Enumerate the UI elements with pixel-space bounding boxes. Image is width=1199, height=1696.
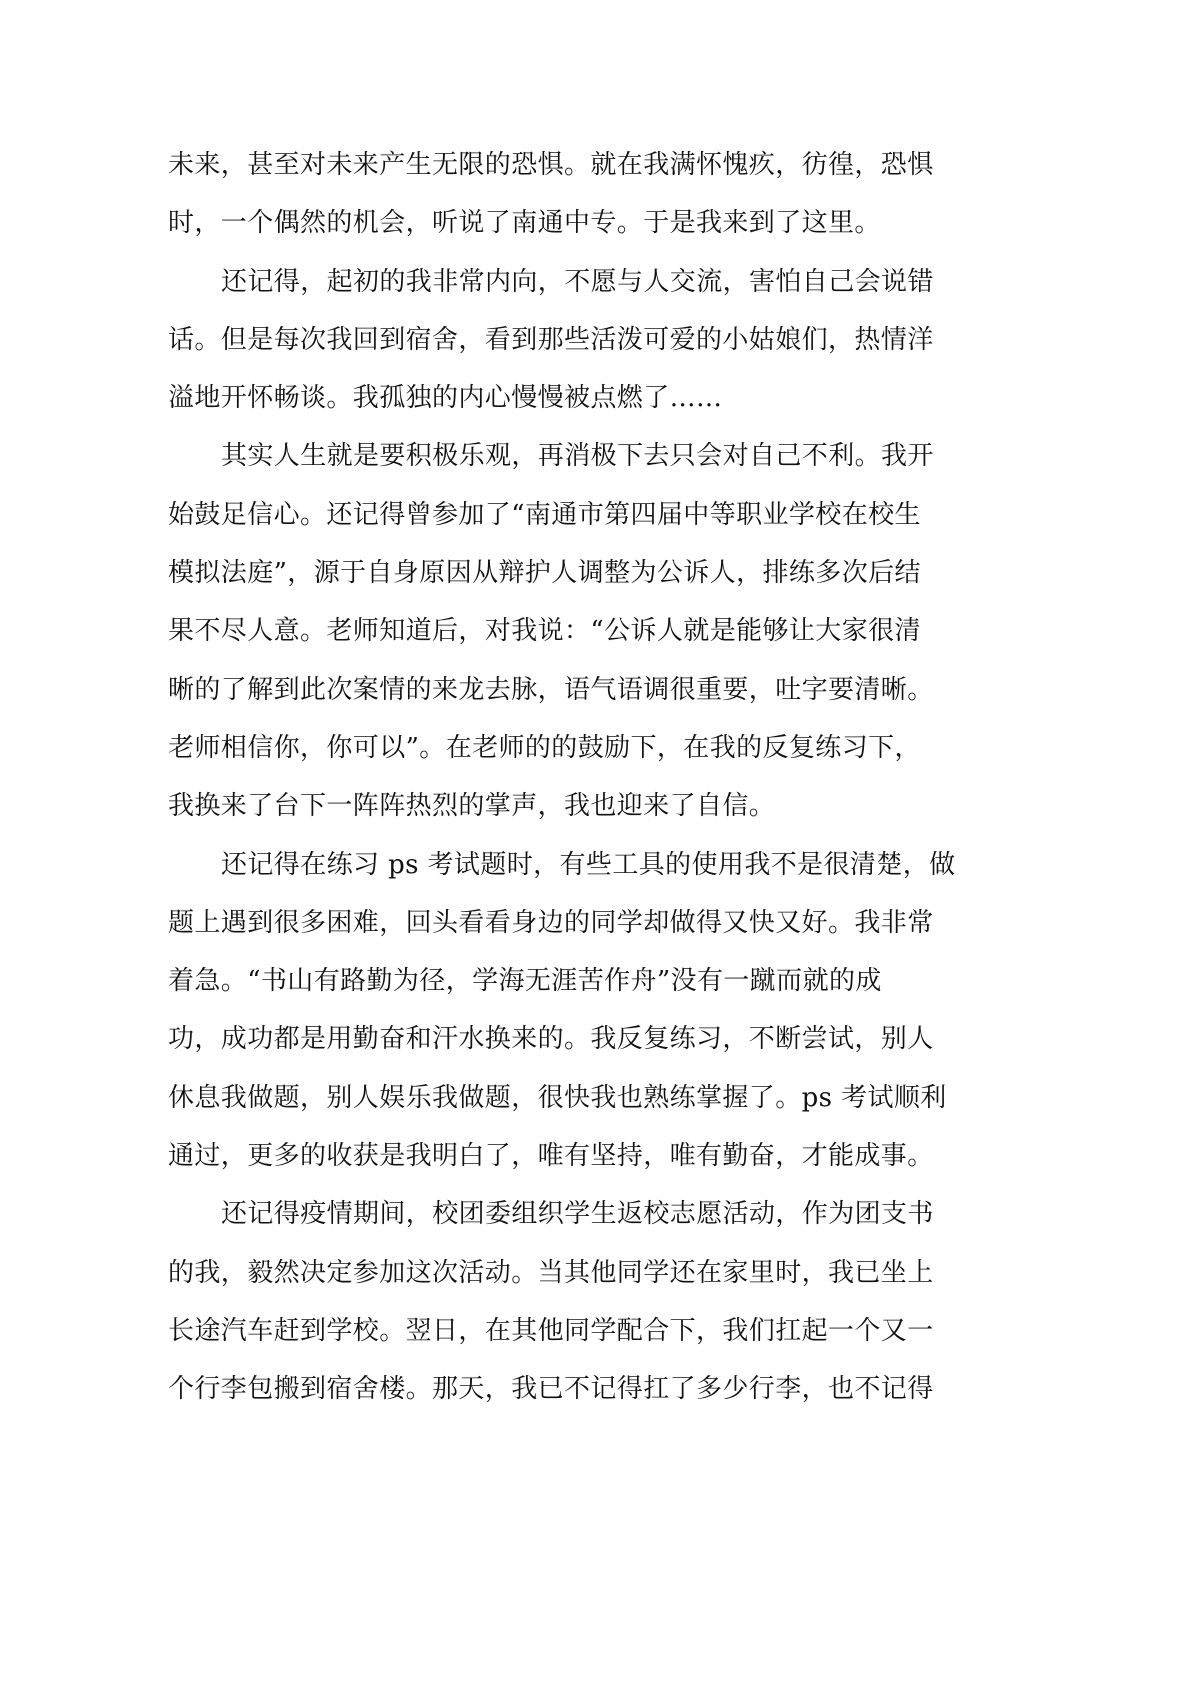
text-line: 话。但是每次我回到宿舍，看到那些活泼可爱的小姑娘们，热情洋 [168,324,934,355]
text-line: 还记得疫情期间，校团委组织学生返校志愿活动，作为团支书 [221,1199,934,1230]
text-line: 功，成功都是用勤奋和汗水换来的。我反复练习，不断尝试，别人 [168,1024,934,1055]
text-line: 其实人生就是要积极乐观，再消极下去只会对自己不利。我开 [221,441,934,472]
text-line: 长途汽车赶到学校。翌日，在其他同学配合下，我们扛起一个又一 [168,1315,934,1346]
text-line: 未来，甚至对未来产生无限的恐惧。就在我满怀愧疚，彷徨，恐惧 [168,150,934,180]
text-line: 溢地开怀畅谈。我孤独的内心慢慢被点燃了…… [168,383,723,414]
text-line: 通过，更多的收获是我明白了，唯有坚持，唯有勤奋，才能成事。 [168,1141,934,1172]
text-line: 始鼓足信心。还记得曾参加了“南通市第四届中等职业学校在校生 [168,499,921,530]
text-line: 个行李包搬到宿舍楼。那天，我已不记得扛了多少行李，也不记得 [168,1374,934,1405]
text-line: 老师相信你，你可以”。在老师的的鼓励下，在我的反复练习下， [168,732,921,763]
text-line: 还记得，起初的我非常内向，不愿与人交流，害怕自己会说错 [221,266,934,297]
text-line: 题上遇到很多困难，回头看看身边的同学却做得又快又好。我非常 [168,907,934,938]
text-line: 的我，毅然决定参加这次活动。当其他同学还在家里时，我已坐上 [168,1257,934,1288]
text-line: 还记得在练习 ps 考试题时，有些工具的使用我不是很清楚，做 [221,849,956,880]
text-line: 着急。“书山有路勤为径，学海无涯苦作舟”没有一蹴而就的成 [168,966,882,997]
text-line: 休息我做题，别人娱乐我做题，很快我也熟练掌握了。ps 考试顺利 [168,1082,947,1113]
text-line: 模拟法庭”，源于自身原因从辩护人调整为公诉人，排练多次后结 [168,558,921,589]
text-line: 晰的了解到此次案情的来龙去脉，语气语调很重要，吐字要清晰。 [168,674,934,705]
text-line: 果不尽人意。老师知道后，对我说：“公诉人就是能够让大家很清 [168,616,921,647]
text-line: 时，一个偶然的机会，听说了南通中专。于是我来到了这里。 [168,208,881,239]
text-line: 我换来了台下一阵阵热烈的掌声，我也迎来了自信。 [168,791,776,822]
essay-body [168,145,956,1428]
